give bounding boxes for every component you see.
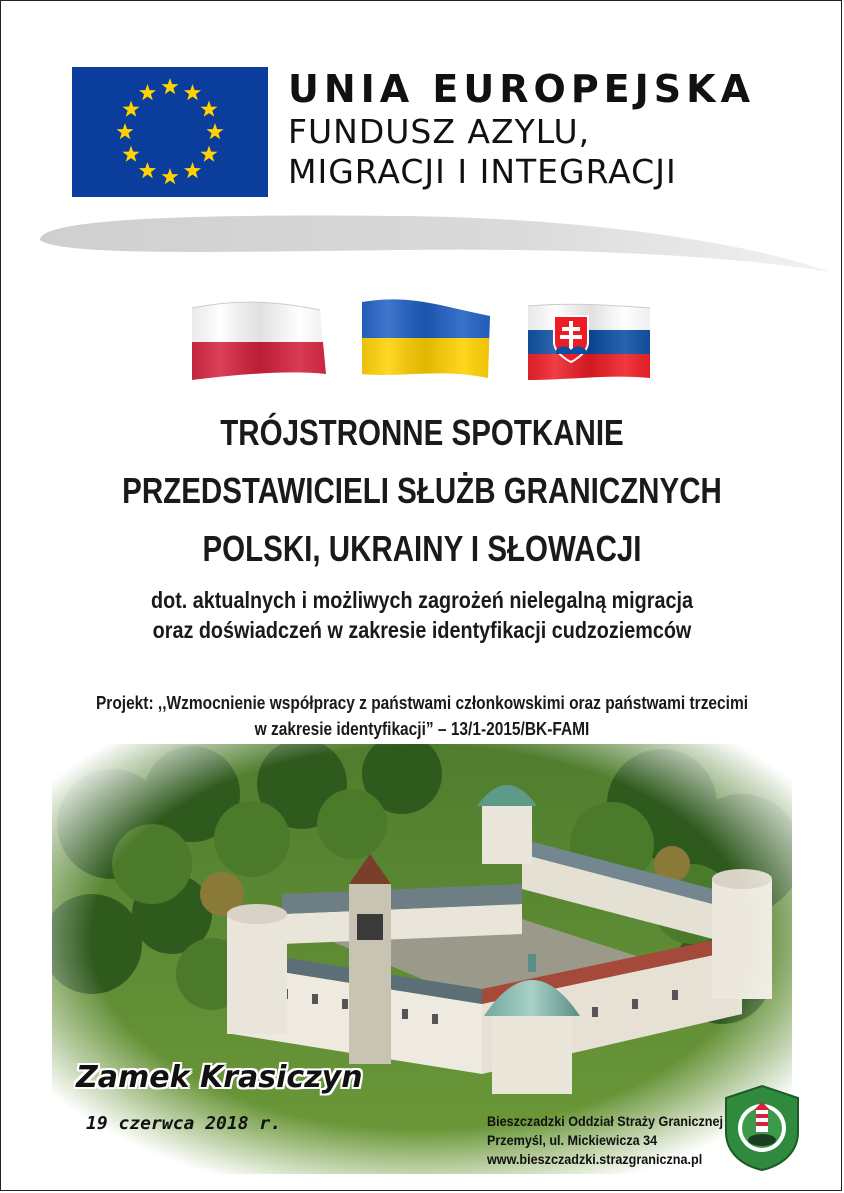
subtitle-line1: dot. aktualnych i możliwych zagrożeń nielegalną migracja — [151, 587, 693, 613]
event-date: 19 czerwca 2018 r. — [86, 1113, 282, 1134]
eu-header-line3: MIGRACJI I INTEGRACJI — [288, 152, 677, 191]
eu-star-icon — [122, 146, 139, 162]
eu-star-icon — [161, 168, 178, 184]
subtitle-line2: oraz doświadczeń w zakresie identyfikacji cudzoziemców — [152, 617, 692, 643]
eu-header — [288, 66, 808, 192]
eu-star-icon — [139, 84, 156, 100]
ukraine-flag-icon — [350, 294, 500, 394]
title-line1: TRÓJSTRONNE SPOTKANIE — [220, 412, 624, 453]
eu-star-icon — [184, 84, 201, 100]
eu-star-icon — [200, 146, 217, 162]
eu-header-line2: FUNDUSZ AZYLU, — [288, 112, 591, 151]
organizer-address: Przemyśl, ul. Mickiewicza 34 — [487, 1132, 658, 1148]
organizer-info — [487, 1112, 749, 1169]
title-line3: POLSKI, UKRAINY I SŁOWACJI — [202, 528, 642, 569]
eu-star-icon — [200, 101, 217, 117]
eu-star-icon — [139, 162, 156, 178]
border-guard-badge-icon — [722, 1084, 802, 1172]
project-line2: w zakresie identyfikacji” – 13/1-2015/BK-FAMI — [254, 719, 590, 739]
project-line1: Projekt: ,,Wzmocnienie współpracy z państwami członkowskimi oraz państwami trzecimi — [95, 693, 749, 713]
decorative-swoosh — [0, 196, 844, 296]
eu-star-icon — [161, 78, 178, 94]
castle-photo — [52, 744, 792, 1174]
eu-star-icon — [206, 123, 223, 139]
eu-star-icon — [116, 123, 133, 139]
organizer-website[interactable]: www.bieszczadzki.strazgraniczna.pl — [487, 1151, 703, 1167]
organizer-name: Bieszczadzki Oddział Straży Granicznej — [487, 1113, 723, 1129]
flags-row — [0, 294, 844, 394]
venue-name: Zamek Krasiczyn — [76, 1060, 363, 1095]
slovakia-flag-icon — [520, 294, 660, 394]
eu-flag-icon — [72, 67, 268, 197]
eu-star-icon — [122, 101, 139, 117]
eu-star-icon — [184, 162, 201, 178]
eu-header-line1: UNIA EUROPEJSKA — [288, 67, 755, 111]
title-line2: PRZEDSTAWICIELI SŁUŻB GRANICZNYCH — [122, 470, 722, 511]
